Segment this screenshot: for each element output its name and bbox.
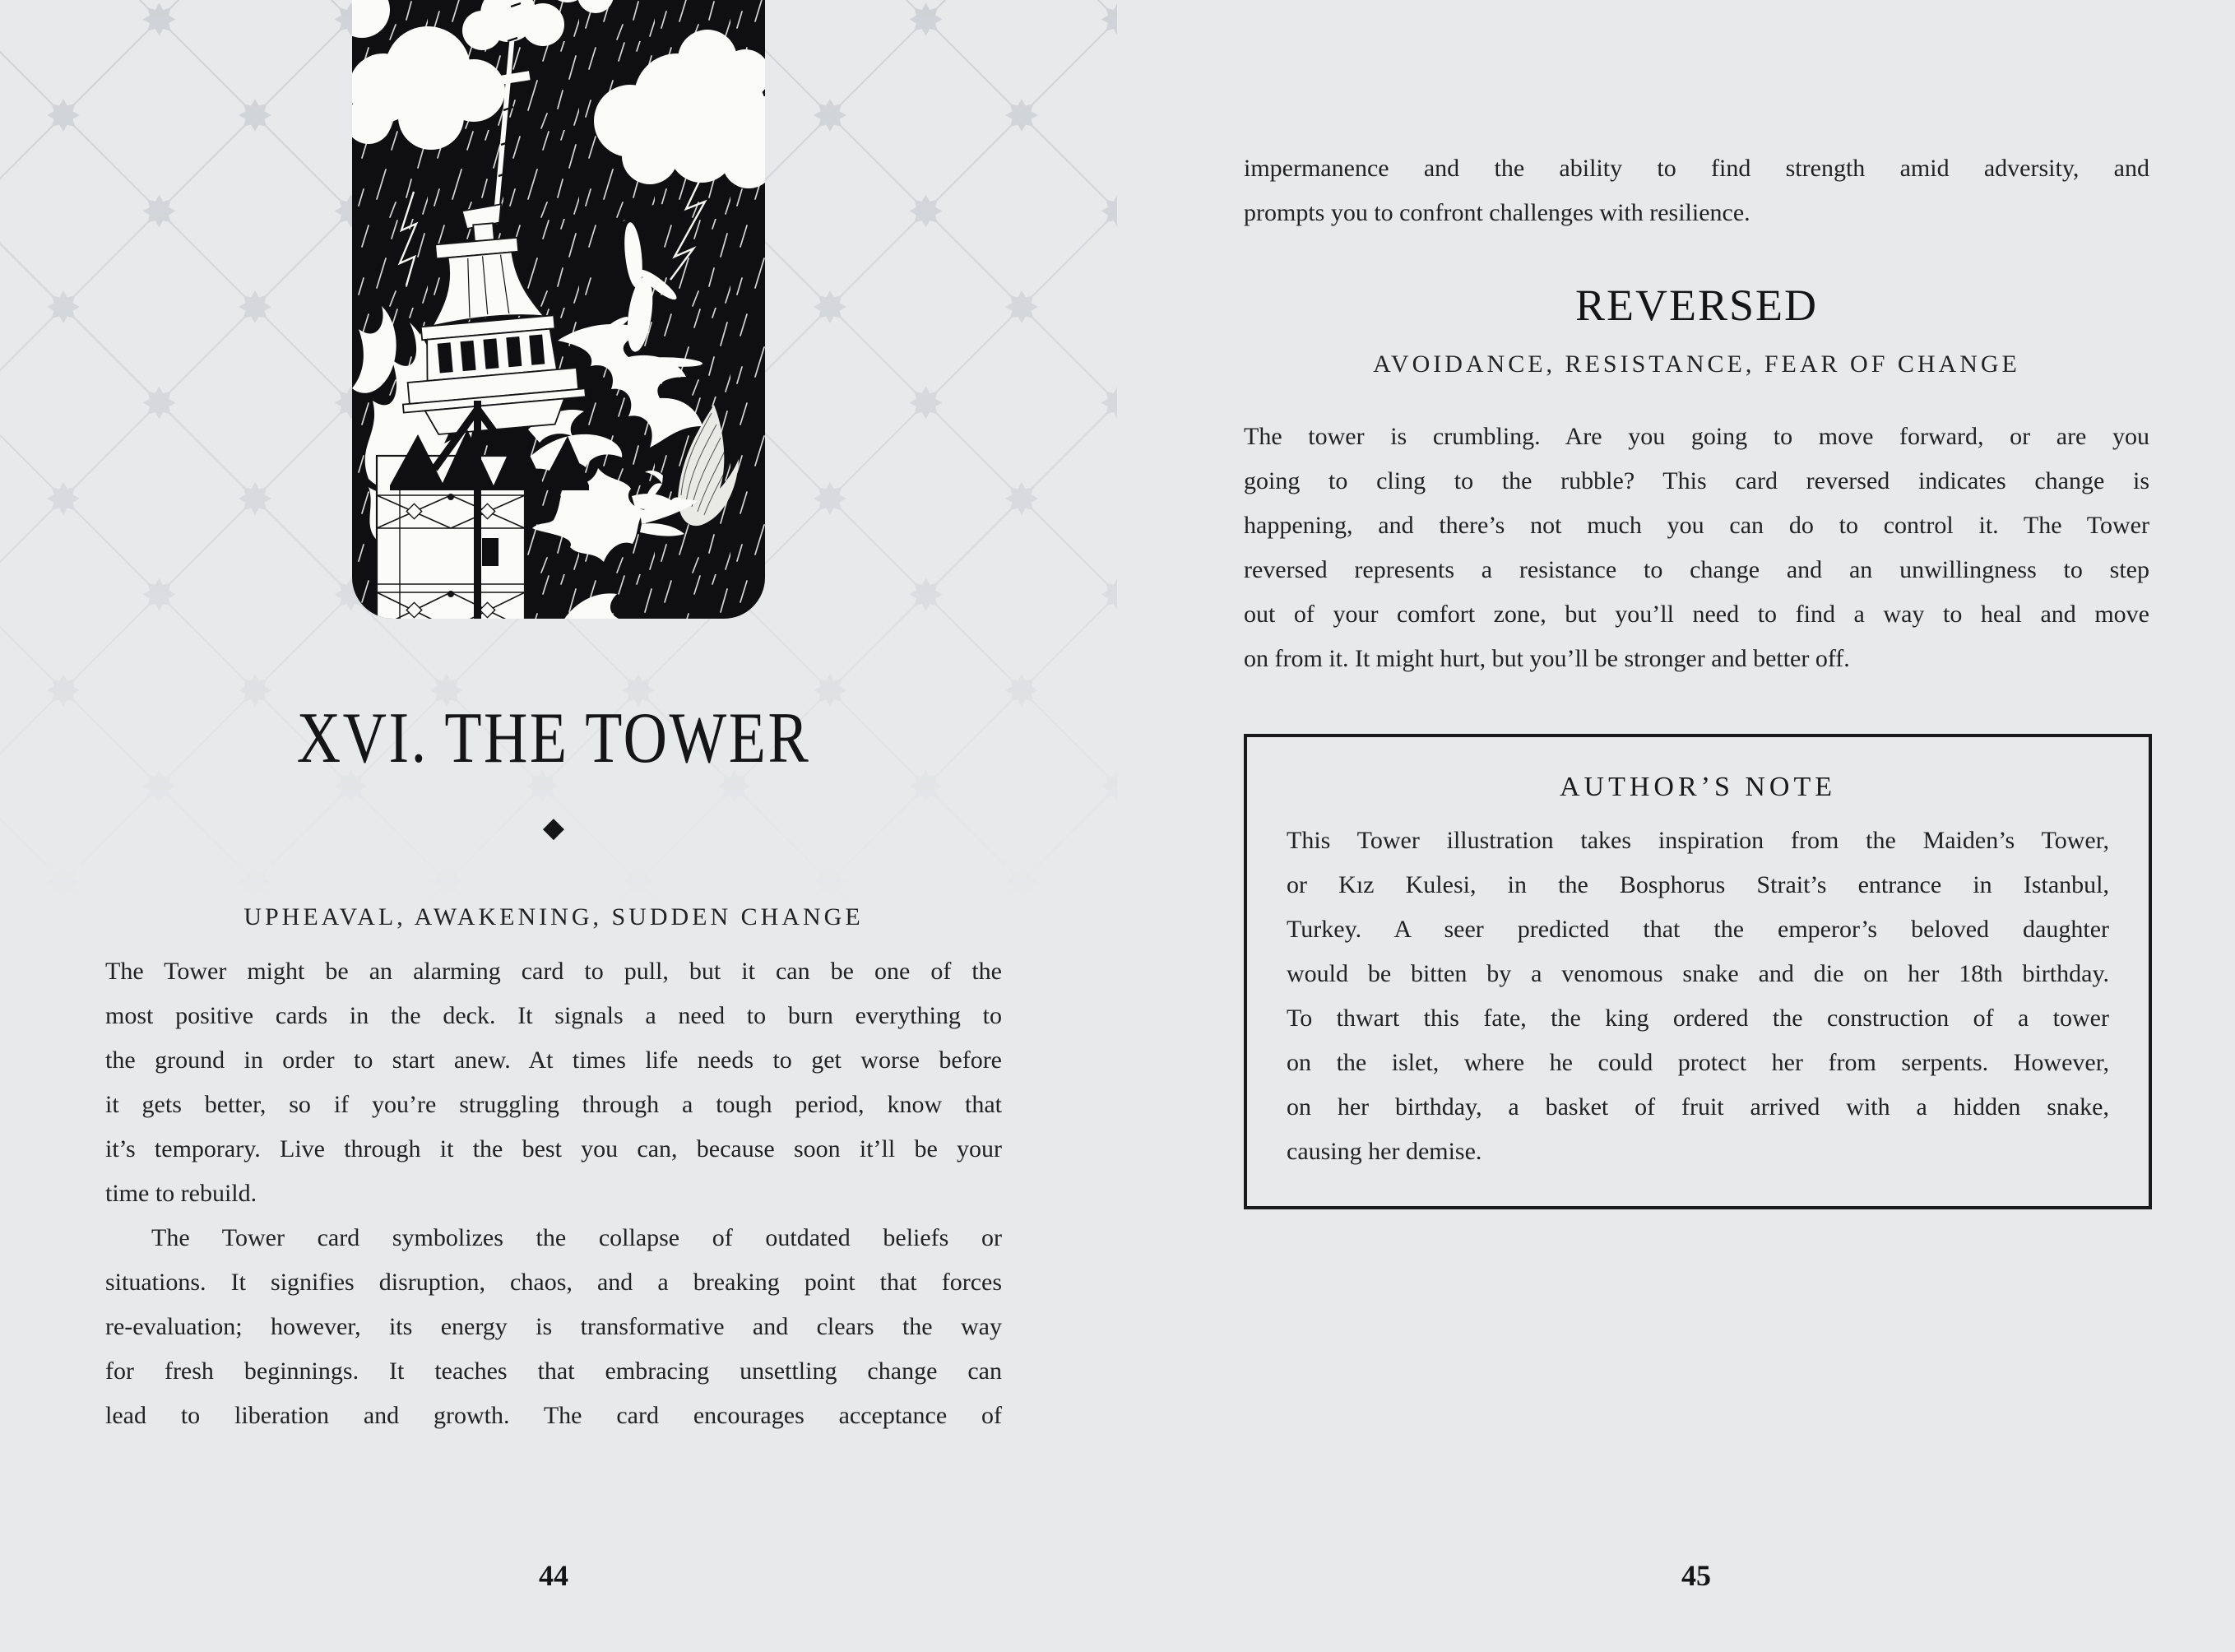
text-line: Turkey. A seer predicted that the emperor’s beloved daughter xyxy=(1287,916,2109,943)
page-number-left: 44 xyxy=(539,1559,568,1592)
text-line: the ground in order to start anew. At times life needs to get worse before xyxy=(105,1046,1002,1074)
page-number-right: 45 xyxy=(1681,1559,1711,1592)
text-line: or Kız Kulesi, in the Bosphorus Strait’s entrance in Istanbul, xyxy=(1287,871,2109,898)
text-line: reversed represents a resistance to change and an unwillingness to step xyxy=(1244,556,2149,583)
upright-meaning-text xyxy=(105,949,1002,1438)
authors-note-text xyxy=(1287,819,2109,1174)
upright-keywords: UPHEAVAL, AWAKENING, SUDDEN CHANGE xyxy=(243,903,864,930)
text-line: on from it. It might hurt, but you’ll be stronger and better off. xyxy=(1244,645,1850,672)
text-line: most positive cards in the deck. It signals a need to burn everything to xyxy=(105,1002,1002,1029)
text-line: would be bitten by a venomous snake and die on her 18th birthday. xyxy=(1287,960,2109,987)
text-line: on the islet, where he could protect her from serpents. However, xyxy=(1287,1049,2109,1076)
text-line: situations. It signifies disruption, chaos, and a breaking point that forces xyxy=(105,1269,1002,1296)
text-line: happening, and there’s not much you can do to control it. The Tower xyxy=(1244,512,2149,539)
reversed-keywords: AVOIDANCE, RESISTANCE, FEAR OF CHANGE xyxy=(1373,350,2020,378)
text-line: re-evaluation; however, its energy is transformative and clears the way xyxy=(105,1313,1002,1340)
text-line: prompts you to confront challenges with resilience. xyxy=(1244,199,1750,226)
text-line: impermanence and the ability to find strength amid adversity, and xyxy=(1244,155,2149,182)
continued-text xyxy=(1244,146,2149,235)
text-line: it’s temporary. Live through it the best you can, because soon it’ll be your xyxy=(105,1135,1002,1162)
text-line: out of your comfort zone, but you’ll need to find a way to heal and move xyxy=(1244,601,2149,628)
text-line: The Tower might be an alarming card to pull, but it can be one of the xyxy=(105,958,1002,985)
text-line: To thwart this fate, the king ordered the construction of a tower xyxy=(1287,1005,2109,1032)
reversed-heading: REVERSED xyxy=(1574,281,1819,330)
diamond-divider-icon: ◆ xyxy=(542,813,565,843)
reversed-meaning-text xyxy=(1244,415,2149,681)
tower-card-art-icon xyxy=(352,0,765,666)
text-line: The tower is crumbling. Are you going to move forward, or are you xyxy=(1244,423,2149,450)
card-title: XVI. THE TOWER xyxy=(296,698,811,778)
text-line: This Tower illustration takes inspiration from the Maiden’s Tower, xyxy=(1287,827,2109,854)
text-line: going to cling to the rubble? This card reversed indicates change is xyxy=(1244,467,2149,494)
text-line: The Tower card symbolizes the collapse of outdated beliefs or xyxy=(151,1224,1002,1251)
text-line: for fresh beginnings. It teaches that embracing unsettling change can xyxy=(105,1357,1002,1385)
authors-note-title: AUTHOR’S NOTE xyxy=(1559,772,1837,802)
left-page xyxy=(0,0,1117,1652)
text-line: lead to liberation and growth. The card encourages acceptance of xyxy=(105,1402,1002,1429)
text-line: it gets better, so if you’re struggling through a tough period, know that xyxy=(105,1091,1002,1118)
authors-note-box xyxy=(1244,734,2152,1209)
text-line: on her birthday, a basket of fruit arrived with a hidden snake, xyxy=(1287,1093,2109,1121)
text-line: time to rebuild. xyxy=(105,1180,257,1207)
tower-tarot-card xyxy=(352,0,765,666)
text-line: causing her demise. xyxy=(1287,1138,1482,1165)
